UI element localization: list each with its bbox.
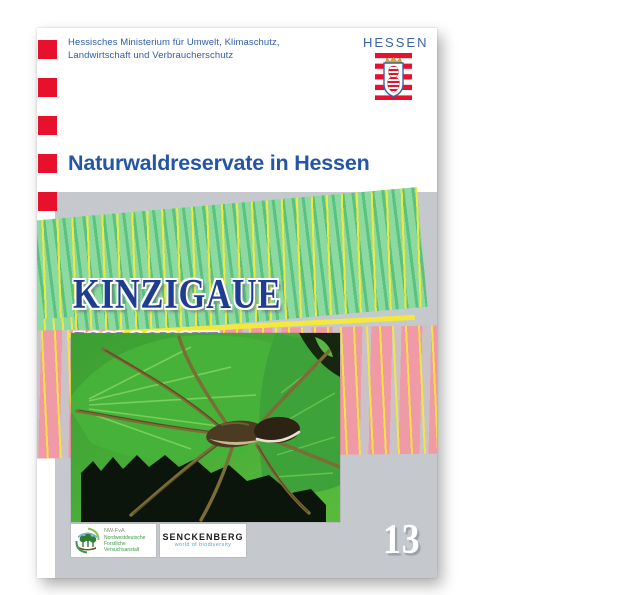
red-square bbox=[38, 192, 57, 211]
cover-title: KINZIGAUE bbox=[73, 272, 282, 318]
nwfva-logo bbox=[71, 524, 156, 557]
cover-photo-spider bbox=[71, 333, 340, 522]
series-title: Naturwaldreservate in Hessen bbox=[68, 151, 370, 175]
nwfva-abbr: NW-FvA bbox=[104, 528, 125, 534]
hessen-coat-of-arms-icon bbox=[375, 53, 412, 100]
red-square bbox=[38, 116, 57, 135]
volume-number: 13 bbox=[383, 517, 421, 563]
book-cover bbox=[37, 28, 437, 578]
nwfva-name-3: Versuchsanstalt bbox=[104, 547, 140, 553]
senckenberg-name: SENCKENBERG bbox=[162, 532, 244, 542]
red-square bbox=[38, 78, 57, 97]
red-square bbox=[38, 40, 57, 59]
nwfva-name-1: Nordwestdeutsche bbox=[104, 535, 146, 541]
senckenberg-logo bbox=[160, 524, 246, 557]
nwfva-emblem-icon bbox=[74, 527, 101, 554]
ministry-line-1: Hessisches Ministerium für Umwelt, Klimaschutz, bbox=[68, 37, 280, 48]
ministry-line-2: Landwirtschaft und Verbraucherschutz bbox=[68, 49, 234, 61]
nwfva-name-2: Forstliche bbox=[104, 541, 126, 547]
senckenberg-tagline: world of biodiversity bbox=[174, 542, 232, 548]
hessen-wordmark: HESSEN bbox=[363, 35, 429, 50]
hessen-logo bbox=[363, 35, 429, 100]
ministry-name bbox=[68, 37, 280, 62]
red-square bbox=[38, 154, 57, 173]
